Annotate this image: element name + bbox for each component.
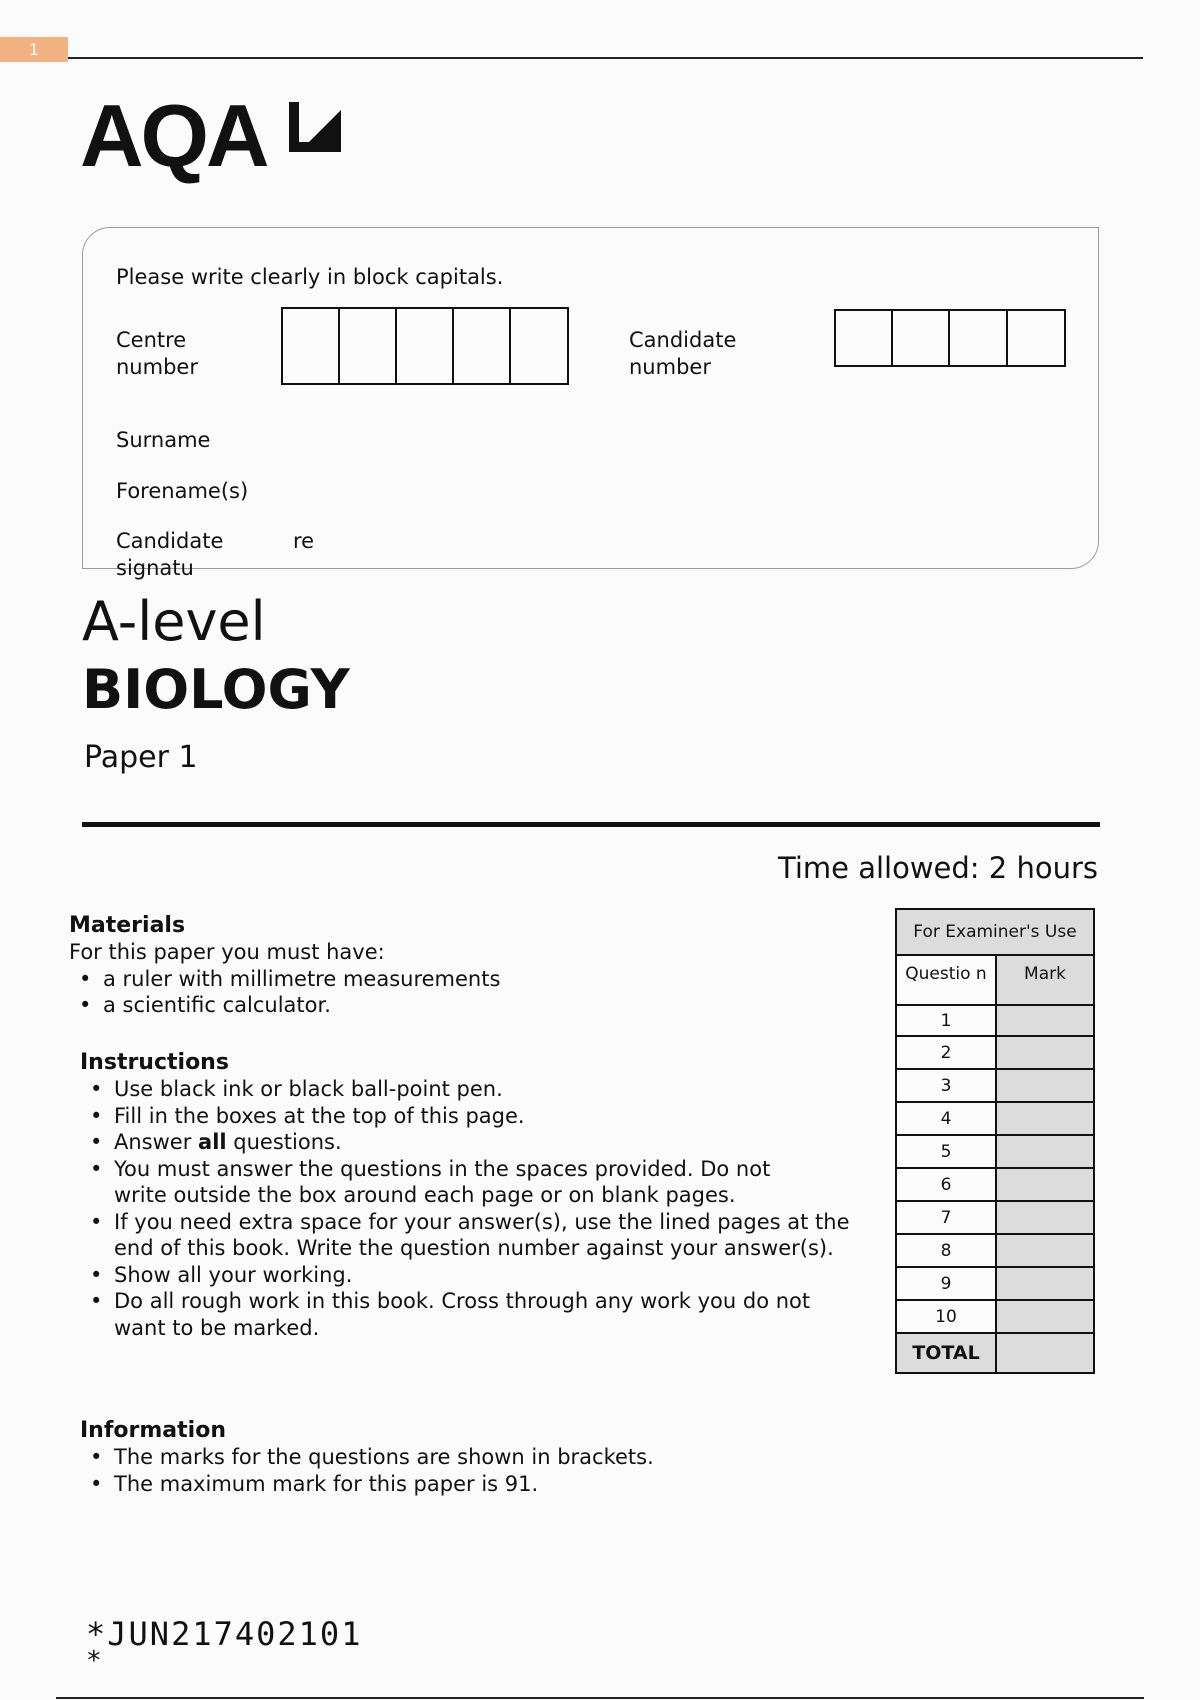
materials-item: • a ruler with millimetre measurements <box>69 966 869 993</box>
centre-digit-box[interactable] <box>283 309 340 383</box>
information-section <box>80 1417 850 1497</box>
centre-digit-box[interactable] <box>397 309 454 383</box>
instruction-item: • You must answer the questions in the spaces provided. Do not write outside the box around each page or on blank pages. <box>80 1156 774 1209</box>
materials-section <box>69 912 869 1019</box>
question-column-header: Questio n <box>896 955 996 1005</box>
mark-cell <box>996 1036 1094 1069</box>
question-number: 8 <box>896 1234 996 1267</box>
mark-cell <box>996 1201 1094 1234</box>
question-number: 2 <box>896 1036 996 1069</box>
block-capitals-instruction: Please write clearly in block capitals. <box>116 265 504 289</box>
materials-item: • a scientific calculator. <box>69 992 869 1019</box>
candidate-digit-box[interactable] <box>893 311 950 365</box>
signature-label-part: signatu <box>116 556 194 580</box>
signature-label-part: re <box>293 529 315 553</box>
question-number: 5 <box>896 1135 996 1168</box>
mark-cell <box>996 1234 1094 1267</box>
mark-cell <box>996 1135 1094 1168</box>
surname-label: Surname <box>116 428 211 452</box>
question-number: 3 <box>896 1069 996 1102</box>
instructions-heading: Instructions <box>80 1050 229 1075</box>
candidate-number-label: Candidate number <box>629 328 737 379</box>
title-divider <box>82 822 1100 827</box>
candidate-digit-box[interactable] <box>1008 311 1064 365</box>
bottom-rule <box>56 1697 1144 1699</box>
total-label: TOTAL <box>896 1333 996 1373</box>
question-number: 6 <box>896 1168 996 1201</box>
instruction-item: • If you need extra space for your answer(s), use the lined pages at the end of this book. Write the question number against your answer(s). <box>80 1209 874 1262</box>
instruction-item: • Answer all questions. <box>80 1129 850 1156</box>
total-mark-cell <box>996 1333 1094 1373</box>
centre-digit-box[interactable] <box>454 309 511 383</box>
instruction-item: • Fill in the boxes at the top of this page. <box>80 1103 850 1130</box>
page-number: 1 <box>0 37 68 62</box>
mark-cell <box>996 1168 1094 1201</box>
signature-label: Candidate <box>116 529 224 553</box>
instruction-item: • Use black ink or black ball-point pen. <box>80 1076 850 1103</box>
logo-mark-icon <box>285 98 345 156</box>
materials-heading: Materials <box>69 913 186 938</box>
forenames-label: Forename(s) <box>116 479 249 503</box>
candidate-digit-box[interactable] <box>950 311 1008 365</box>
instruction-item: • Do all rough work in this book. Cross through any work you do not want to be marked. <box>80 1288 834 1341</box>
centre-digit-box[interactable] <box>511 309 567 383</box>
candidate-digit-box[interactable] <box>836 311 893 365</box>
instructions-section <box>80 1049 850 1341</box>
centre-number-label: Centre number <box>116 328 198 379</box>
paper-title: Paper 1 <box>84 740 198 775</box>
question-number: 9 <box>896 1267 996 1300</box>
materials-intro: For this paper you must have: <box>69 940 385 964</box>
question-number: 7 <box>896 1201 996 1234</box>
logo-text: AQA <box>80 86 267 185</box>
information-heading: Information <box>80 1418 226 1443</box>
barcode-text: *JUN217402101 * <box>86 1615 363 1676</box>
top-rule <box>68 57 1143 59</box>
question-number: 4 <box>896 1102 996 1135</box>
question-number: 10 <box>896 1300 996 1333</box>
mark-cell <box>996 1069 1094 1102</box>
information-item: • The marks for the questions are shown in brackets. <box>80 1444 850 1471</box>
question-number: 1 <box>896 1005 996 1036</box>
examiner-table-header: For Examiner's Use <box>896 909 1094 955</box>
mark-cell <box>996 1267 1094 1300</box>
mark-column-header: Mark <box>996 955 1094 1005</box>
mark-cell <box>996 1005 1094 1036</box>
subject-title: BIOLOGY <box>82 658 350 721</box>
candidate-number-boxes <box>834 309 1066 367</box>
mark-cell <box>996 1300 1094 1333</box>
mark-cell <box>996 1102 1094 1135</box>
qualification-level: A-level <box>82 590 266 653</box>
instruction-item: • Show all your working. <box>80 1262 850 1289</box>
examiner-use-table <box>895 908 1095 1374</box>
centre-number-boxes <box>281 307 569 385</box>
centre-digit-box[interactable] <box>340 309 397 383</box>
time-allowed: Time allowed: 2 hours <box>778 851 1098 885</box>
information-item: • The maximum mark for this paper is 91. <box>80 1471 850 1498</box>
